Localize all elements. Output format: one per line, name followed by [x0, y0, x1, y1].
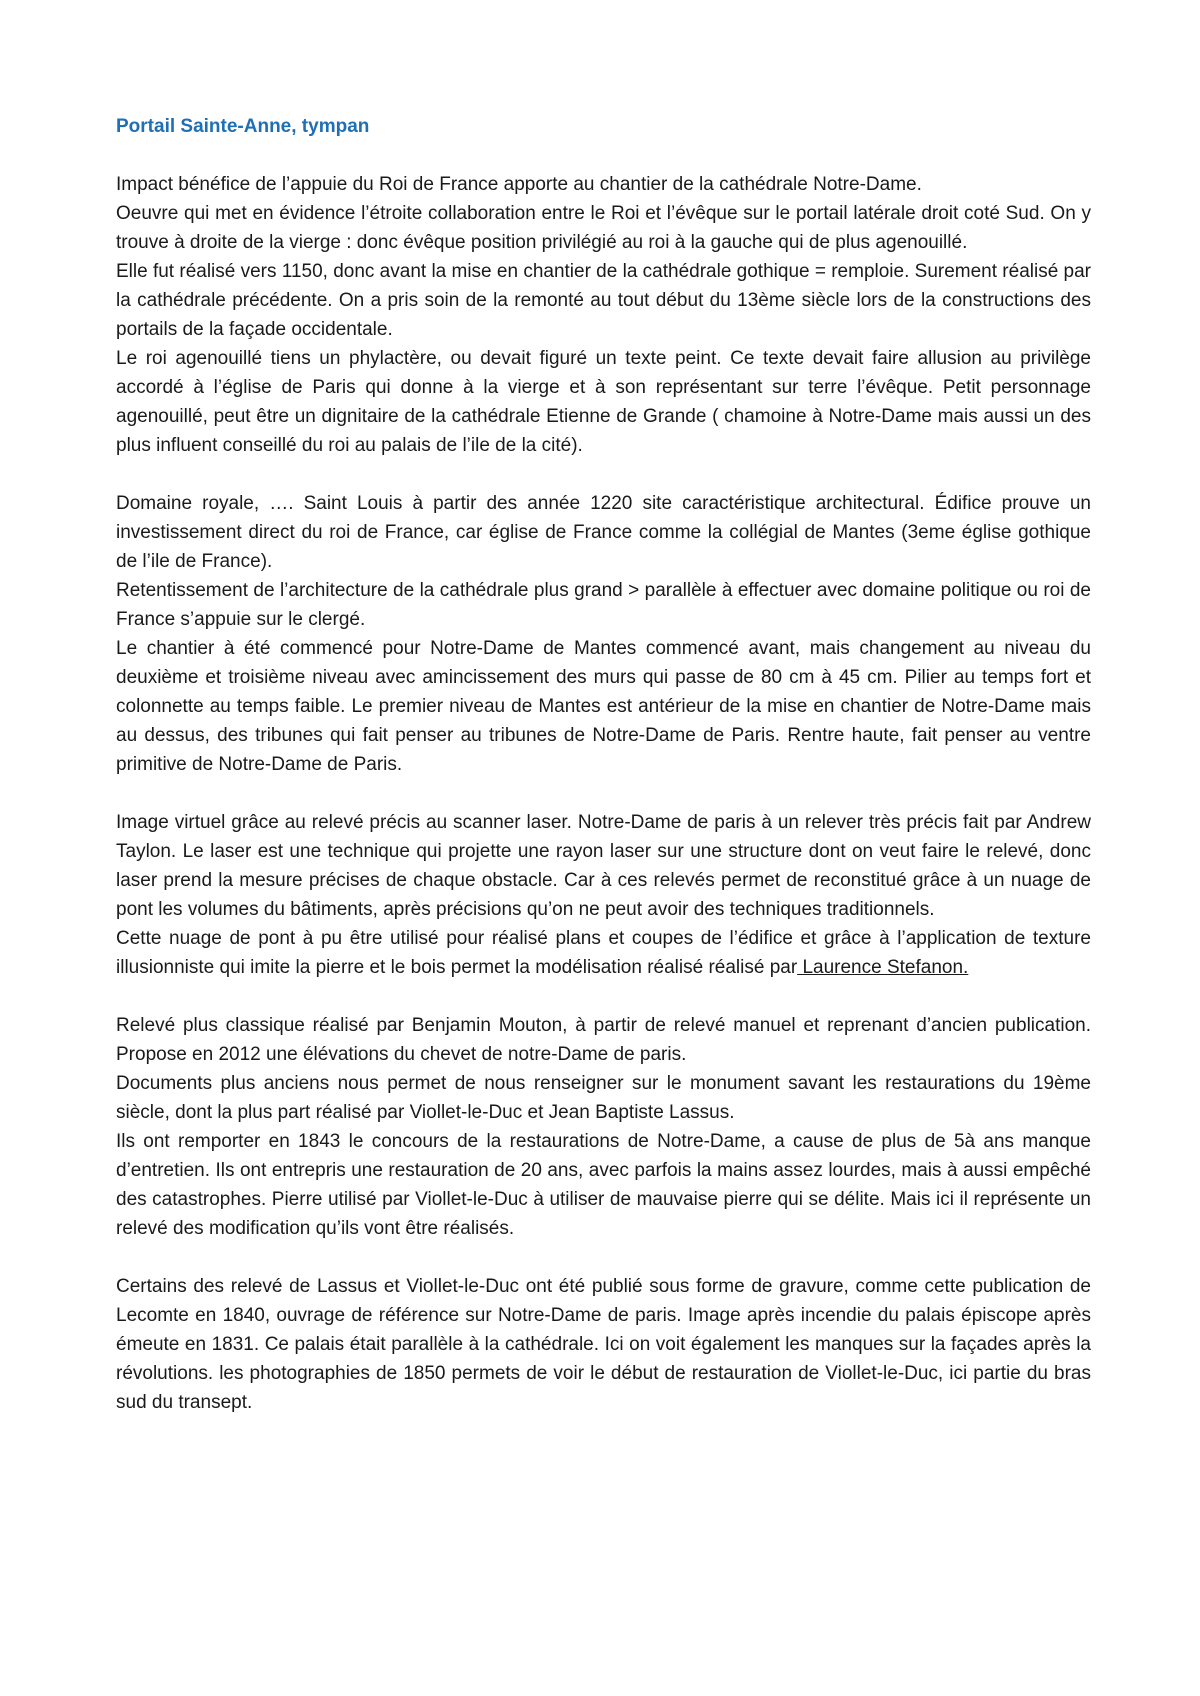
section-scanner-laser [116, 808, 1091, 982]
paragraph: Impact bénéfice de l’appuie du Roi de France apporte au chantier de la cathédrale Notre-Dame. [116, 174, 922, 195]
paragraph: Ils ont remporter en 1843 le concours de la restaurations de Notre-Dame, a cause de plus de 5à ans manque d’entretien. Ils ont entrepris une restauration de 20 ans, avec parfois la mains assez lourdes, mais à aussi empêché des catastrophes. Pierre utilisé par Viollet-le-Duc à utiliser de mauvaise pierre qui se délite. Mais ici il représente un relevé des modification qu’ils vont être réalisés. [116, 1131, 1091, 1239]
author-link[interactable]: Laurence Stefanon. [797, 957, 969, 978]
paragraph: Image virtuel grâce au relevé précis au scanner laser. Notre-Dame de paris à un relever très précis fait par Andrew Taylon. Le laser est une technique qui projette une rayon laser sur une structure dont on veut faire le relevé, donc laser prend la mesure précises de chaque obstacle. Car à ces relevés permet de reconstitué grâce à un nuage de pont les volumes du bâtiments, après précisions qu’on ne peut avoir des techniques traditionnels. [116, 812, 1091, 920]
paragraph-gap [116, 982, 1091, 1011]
paragraph-gap [116, 779, 1091, 808]
paragraph: Documents plus anciens nous permet de nous renseigner sur le monument savant les restaurations du 19ème siècle, dont la plus part réalisé par Viollet-le-Duc et Jean Baptiste Lassus. [116, 1073, 1091, 1123]
document-title: Portail Sainte-Anne, tympan [116, 116, 370, 137]
paragraph: Elle fut réalisé vers 1150, donc avant la mise en chantier de la cathédrale gothique = remploie. Surement réalisé par la cathédrale précédente. On a pris soin de la remonté au tout début du 13ème siècle lors de la constructions des portails de la façade occidentale. [116, 261, 1092, 340]
paragraph-gap [116, 460, 1091, 489]
paragraph-gap [116, 1243, 1091, 1272]
document-page [116, 112, 1091, 1417]
paragraph: Certains des relevé de Lassus et Viollet-le-Duc ont été publié sous forme de gravure, comme cette publication de Lecomte en 1840, ouvrage de référence sur Notre-Dame de paris. Image après incendie du palais épiscope après émeute en 1831. Ce palais était parallèle à la cathédrale. Ici on voit également les manques sur la façades après la révolutions. les photographies de 1850 permets de voir le début de restauration de Viollet-le-Duc, ici partie du bras sud du transept. [116, 1276, 1091, 1413]
paragraph: Retentissement de l’architecture de la cathédrale plus grand > parallèle à effectuer avec domaine politique ou roi de France s’appuie sur le clergé. [116, 580, 1091, 630]
paragraph: Le roi agenouillé tiens un phylactère, ou devait figuré un texte peint. Ce texte devait faire allusion au privilège accordé à l’église de Paris qui donne à la vierge et à son représentant sur terre l’évêque. Petit personnage agenouillé, peut être un dignitaire de la cathédrale Etienne de Grande ( chamoine à Notre-Dame mais aussi un des plus influent conseillé du roi au palais de l’ile de la cité). [116, 348, 1091, 456]
section-portail [116, 170, 1091, 460]
paragraph-text: Cette nuage de pont à pu être utilisé pour réalisé plans et coupes de l’édifice et grâce à l’application de texture illusionniste qui imite la pierre et le bois permet la modélisation réalisé réalisé par [116, 928, 1091, 978]
paragraph [116, 924, 1091, 982]
paragraph: Domaine royale, …. Saint Louis à partir des année 1220 site caractéristique architectural. Édifice prouve un investissement direct du roi de France, car église de France comme la collégial de Mantes (3eme église gothique de l’ile de France). [116, 493, 1091, 572]
section-gravures [116, 1272, 1091, 1417]
section-releves-classiques [116, 1011, 1091, 1243]
section-domaine-royale [116, 489, 1091, 779]
paragraph: Relevé plus classique réalisé par Benjamin Mouton, à partir de relevé manuel et reprenant d’ancien publication. Propose en 2012 une élévations du chevet de notre-Dame de paris. [116, 1015, 1091, 1065]
paragraph: Oeuvre qui met en évidence l’étroite collaboration entre le Roi et l’évêque sur le portail latérale droit coté Sud. On y trouve à droite de la vierge : donc évêque position privilégié au roi à la gauche qui de plus agenouillé. [116, 203, 1091, 253]
paragraph: Le chantier à été commencé pour Notre-Dame de Mantes commencé avant, mais changement au niveau du deuxième et troisième niveau avec amincissement des murs qui passe de 80 cm à 45 cm. Pilier au temps fort et colonnette au temps faible. Le premier niveau de Mantes est antérieur de la mise en chantier de Notre-Dame mais au dessus, des tribunes qui fait penser au tribunes de Notre-Dame de Paris. Rentre haute, fait penser au ventre primitive de Notre-Dame de Paris. [116, 638, 1091, 775]
